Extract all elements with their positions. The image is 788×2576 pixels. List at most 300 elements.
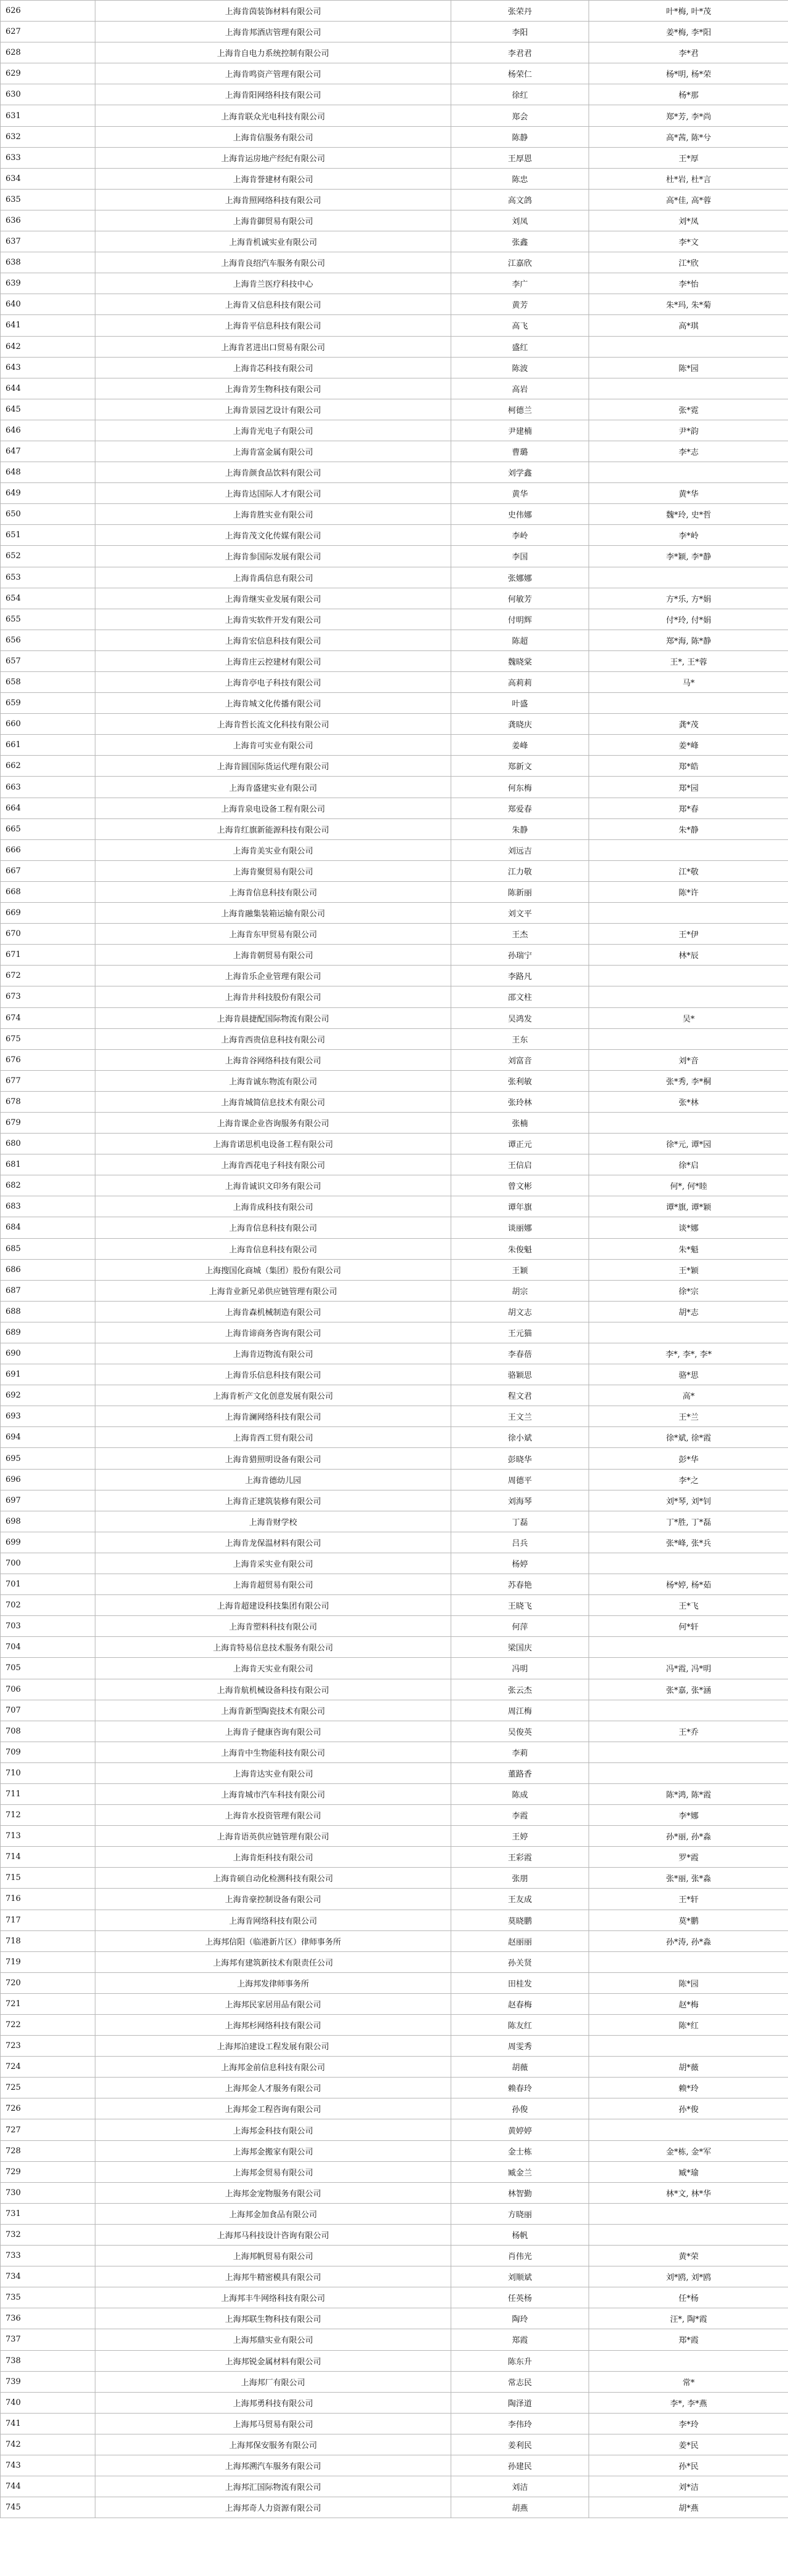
- company-name: 上海肯西工贸有限公司: [95, 1427, 451, 1448]
- row-number: 688: [1, 1301, 95, 1322]
- table-row: [1, 1553, 788, 1574]
- table-row: [1, 1910, 788, 1930]
- shareholders: 胡*薇: [589, 2057, 788, 2078]
- row-number: 728: [1, 2140, 95, 2161]
- legal-representative: 黄婷婷: [451, 2119, 589, 2140]
- row-number: 731: [1, 2203, 95, 2224]
- legal-representative: 孙建民: [451, 2455, 589, 2476]
- row-number: 674: [1, 1007, 95, 1028]
- legal-representative: 徐小斌: [451, 1427, 589, 1448]
- row-number: 733: [1, 2246, 95, 2266]
- company-name: 上海肯圆国际货运代理有限公司: [95, 756, 451, 777]
- company-name: 上海肯中生物能科技有限公司: [95, 1742, 451, 1762]
- table-row: [1, 924, 788, 945]
- row-number: 686: [1, 1259, 95, 1280]
- company-name: 上海肯聚贸易有限公司: [95, 860, 451, 881]
- table-row: [1, 2140, 788, 2161]
- shareholders: 李*岭: [589, 525, 788, 546]
- table-row: [1, 735, 788, 756]
- shareholders: 张*秀, 李*桐: [589, 1070, 788, 1091]
- company-name: 上海肯水投资管理有限公司: [95, 1805, 451, 1826]
- shareholders: 黄*荣: [589, 2246, 788, 2266]
- company-name: 上海肯又信息科技有限公司: [95, 294, 451, 315]
- row-number: 741: [1, 2413, 95, 2434]
- shareholders: 陈*园: [589, 1972, 788, 1993]
- table-row: [1, 1175, 788, 1196]
- row-number: 732: [1, 2224, 95, 2245]
- shareholders: 李*, 李*燕: [589, 2392, 788, 2413]
- company-name: 上海邦金前信息科技有限公司: [95, 2057, 451, 2078]
- row-number: 704: [1, 1637, 95, 1658]
- shareholders: 王*轩: [589, 1889, 788, 1910]
- legal-representative: 周江梅: [451, 1700, 589, 1721]
- row-number: 646: [1, 420, 95, 441]
- row-number: 693: [1, 1406, 95, 1427]
- table-row: [1, 504, 788, 525]
- legal-representative: 方晓丽: [451, 2203, 589, 2224]
- row-number: 666: [1, 839, 95, 860]
- table-row: [1, 441, 788, 462]
- table-row: [1, 273, 788, 294]
- legal-representative: 陈新丽: [451, 881, 589, 902]
- row-number: 690: [1, 1343, 95, 1364]
- shareholders: 徐*宗: [589, 1280, 788, 1301]
- shareholders: 王*颖: [589, 1259, 788, 1280]
- table-row: [1, 1721, 788, 1742]
- row-number: 630: [1, 84, 95, 105]
- row-number: 682: [1, 1175, 95, 1196]
- company-name: 上海邦金搬家有限公司: [95, 2140, 451, 2161]
- shareholders: [589, 2224, 788, 2245]
- table-row: [1, 2476, 788, 2497]
- row-number: 642: [1, 336, 95, 357]
- legal-representative: 李岭: [451, 525, 589, 546]
- table-row: [1, 714, 788, 735]
- legal-representative: 李阳: [451, 22, 589, 42]
- row-number: 683: [1, 1196, 95, 1217]
- legal-representative: 黄芳: [451, 294, 589, 315]
- company-name: 上海肯庄云控建材有限公司: [95, 650, 451, 671]
- row-number: 740: [1, 2392, 95, 2413]
- company-name: 上海肯兰医疗科技中心: [95, 273, 451, 294]
- legal-representative: 赵春梅: [451, 1993, 589, 2014]
- shareholders: 江*欣: [589, 252, 788, 273]
- legal-representative: 莫晓鹏: [451, 1910, 589, 1930]
- table-row: [1, 1154, 788, 1175]
- table-row: [1, 986, 788, 1007]
- shareholders: 何*轩: [589, 1616, 788, 1637]
- legal-representative: 苏春艳: [451, 1574, 589, 1595]
- shareholders: 王*兰: [589, 1406, 788, 1427]
- table-row: [1, 462, 788, 483]
- shareholders: 赖*玲: [589, 2078, 788, 2098]
- row-number: 699: [1, 1532, 95, 1553]
- table-row: [1, 588, 788, 609]
- shareholders: [589, 1637, 788, 1658]
- row-number: 726: [1, 2098, 95, 2119]
- company-name: 上海邦信阳（临港新片区）律师事务所: [95, 1930, 451, 1951]
- shareholders: 尹*韵: [589, 420, 788, 441]
- shareholders: 李*娜: [589, 1805, 788, 1826]
- shareholders: [589, 1322, 788, 1343]
- table-row: [1, 294, 788, 315]
- shareholders: 徐*启: [589, 1154, 788, 1175]
- row-number: 729: [1, 2161, 95, 2182]
- shareholders: [589, 966, 788, 986]
- row-number: 689: [1, 1322, 95, 1343]
- company-name: 上海肯亭电子科技有限公司: [95, 672, 451, 693]
- shareholders: 朱*静: [589, 818, 788, 839]
- table-row: [1, 168, 788, 189]
- row-number: 692: [1, 1385, 95, 1406]
- legal-representative: 江嘉欣: [451, 252, 589, 273]
- table-row: [1, 839, 788, 860]
- legal-representative: 梁国庆: [451, 1637, 589, 1658]
- legal-representative: 孙关贤: [451, 1951, 589, 1972]
- table-row: [1, 546, 788, 567]
- shareholders: 徐*斌, 徐*霞: [589, 1427, 788, 1448]
- shareholders: 朱*魁: [589, 1238, 788, 1259]
- legal-representative: 王友成: [451, 1889, 589, 1910]
- shareholders: [589, 378, 788, 399]
- company-name: 上海邦马贸易有限公司: [95, 2413, 451, 2434]
- legal-representative: 黄华: [451, 483, 589, 504]
- legal-representative: 张朋: [451, 1868, 589, 1889]
- legal-representative: 江力敬: [451, 860, 589, 881]
- shareholders: 付*玲, 付*娟: [589, 609, 788, 630]
- legal-representative: 任英杨: [451, 2287, 589, 2308]
- shareholders: 孙*丽, 孙*淼: [589, 1826, 788, 1847]
- company-name: 上海肯德幼儿园: [95, 1469, 451, 1490]
- table-row: [1, 2413, 788, 2434]
- shareholders: 高*琪: [589, 315, 788, 336]
- company-name: 上海肯茵装饰材料有限公司: [95, 1, 451, 22]
- table-row: [1, 2350, 788, 2371]
- company-name: 上海肯语英供应链管理有限公司: [95, 1826, 451, 1847]
- company-name: 上海肯城简信息技术有限公司: [95, 1091, 451, 1112]
- row-number: 719: [1, 1951, 95, 1972]
- legal-representative: 金士栋: [451, 2140, 589, 2161]
- row-number: 638: [1, 252, 95, 273]
- legal-representative: 刘远吉: [451, 839, 589, 860]
- row-number: 715: [1, 1868, 95, 1889]
- shareholders: 金*栋, 金*军: [589, 2140, 788, 2161]
- row-number: 725: [1, 2078, 95, 2098]
- legal-representative: 谭正元: [451, 1134, 589, 1154]
- legal-representative: 姜峰: [451, 735, 589, 756]
- row-number: 711: [1, 1783, 95, 1804]
- legal-representative: 高文鸽: [451, 189, 589, 210]
- table-row: [1, 2287, 788, 2308]
- table-row: [1, 672, 788, 693]
- row-number: 681: [1, 1154, 95, 1175]
- table-row: [1, 2078, 788, 2098]
- shareholders: 郑*皓: [589, 756, 788, 777]
- legal-representative: 陈超: [451, 630, 589, 650]
- row-number: 648: [1, 462, 95, 483]
- shareholders: 刘*凤: [589, 210, 788, 231]
- shareholders: 杜*岩, 杜*言: [589, 168, 788, 189]
- row-number: 627: [1, 22, 95, 42]
- legal-representative: 何敏芳: [451, 588, 589, 609]
- shareholders: 冯*霞, 冯*明: [589, 1658, 788, 1679]
- shareholders: [589, 1700, 788, 1721]
- company-name: 上海邦金贸易有限公司: [95, 2161, 451, 2182]
- company-name: 上海肯信息科技有限公司: [95, 1217, 451, 1238]
- shareholders: 孙*民: [589, 2455, 788, 2476]
- shareholders: 江*敬: [589, 860, 788, 881]
- company-name: 上海肯运房地产经纪有限公司: [95, 147, 451, 168]
- legal-representative: 郑新文: [451, 756, 589, 777]
- table-row: [1, 1742, 788, 1762]
- row-number: 656: [1, 630, 95, 650]
- shareholders: 郑*芳, 李*尚: [589, 105, 788, 126]
- legal-representative: 胡宗: [451, 1280, 589, 1301]
- shareholders: 高*: [589, 1385, 788, 1406]
- row-number: 653: [1, 567, 95, 588]
- legal-representative: 常志民: [451, 2371, 589, 2392]
- table-row: [1, 1783, 788, 1804]
- table-row: [1, 1616, 788, 1637]
- company-name: 上海肯芯科技有限公司: [95, 357, 451, 378]
- legal-representative: 刘凤: [451, 210, 589, 231]
- legal-representative: 胡薇: [451, 2057, 589, 2078]
- row-number: 706: [1, 1679, 95, 1700]
- table-row: [1, 84, 788, 105]
- row-number: 639: [1, 273, 95, 294]
- shareholders: 刘*洁: [589, 2476, 788, 2497]
- shareholders: [589, 986, 788, 1007]
- company-name: 上海肯天实业有限公司: [95, 1658, 451, 1679]
- shareholders: 李*文: [589, 231, 788, 252]
- table-row: [1, 22, 788, 42]
- row-number: 723: [1, 2036, 95, 2057]
- shareholders: 罗*霞: [589, 1847, 788, 1868]
- table-row: [1, 650, 788, 671]
- legal-representative: 刘文平: [451, 903, 589, 924]
- table-row: [1, 1490, 788, 1511]
- company-name: 上海肯豪控制设备有限公司: [95, 1889, 451, 1910]
- row-number: 637: [1, 231, 95, 252]
- row-number: 702: [1, 1595, 95, 1616]
- row-number: 678: [1, 1091, 95, 1112]
- company-name: 上海肯课企业咨询服务有限公司: [95, 1112, 451, 1133]
- row-number: 701: [1, 1574, 95, 1595]
- legal-representative: 胡燕: [451, 2497, 589, 2518]
- row-number: 700: [1, 1553, 95, 1574]
- company-name: 上海肯龙保温材料有限公司: [95, 1532, 451, 1553]
- company-name: 上海邦发律师事务所: [95, 1972, 451, 1993]
- row-number: 654: [1, 588, 95, 609]
- table-row: [1, 210, 788, 231]
- shareholders: 杨*那: [589, 84, 788, 105]
- company-name: 上海肯硕自动化检测科技有限公司: [95, 1868, 451, 1889]
- company-name: 上海邦勇科技有限公司: [95, 2392, 451, 2413]
- shareholders: 吴*: [589, 1007, 788, 1028]
- company-name: 上海邦金宠物服务有限公司: [95, 2182, 451, 2203]
- row-number: 631: [1, 105, 95, 126]
- shareholders: 王*, 王*蓉: [589, 650, 788, 671]
- shareholders: [589, 1028, 788, 1049]
- table-row: [1, 2119, 788, 2140]
- legal-representative: 刘富音: [451, 1049, 589, 1070]
- company-name: 上海肯城市汽车科技有限公司: [95, 1783, 451, 1804]
- table-row: [1, 1259, 788, 1280]
- legal-representative: 王文兰: [451, 1406, 589, 1427]
- company-name: 上海肯富金属有限公司: [95, 441, 451, 462]
- company-name: 上海邦泊建设工程发展有限公司: [95, 2036, 451, 2057]
- company-name: 上海邦有建筑新技术有限责任公司: [95, 1951, 451, 1972]
- shareholders: 陈*红: [589, 2015, 788, 2036]
- legal-representative: 杨帆: [451, 2224, 589, 2245]
- company-name: 上海邦溯汽车服务有限公司: [95, 2455, 451, 2476]
- table-row: [1, 798, 788, 818]
- company-name: 上海邦丰牛网络科技有限公司: [95, 2287, 451, 2308]
- company-name: 上海肯乐信息科技有限公司: [95, 1364, 451, 1385]
- company-name: 上海肯航机械设备科技有限公司: [95, 1679, 451, 1700]
- row-number: 657: [1, 650, 95, 671]
- table-row: [1, 777, 788, 798]
- shareholders: 张*霓: [589, 399, 788, 420]
- shareholders: 谭*旗, 谭*颖: [589, 1196, 788, 1217]
- legal-representative: 刘海琴: [451, 1490, 589, 1511]
- table-row: [1, 147, 788, 168]
- legal-representative: 王彩霞: [451, 1847, 589, 1868]
- row-number: 705: [1, 1658, 95, 1679]
- shareholders: 陈*许: [589, 881, 788, 902]
- row-number: 708: [1, 1721, 95, 1742]
- table-row: [1, 1700, 788, 1721]
- company-name: 上海邦金人才服务有限公司: [95, 2078, 451, 2098]
- row-number: 710: [1, 1762, 95, 1783]
- row-number: 717: [1, 1910, 95, 1930]
- table-row: [1, 903, 788, 924]
- table-row: [1, 1007, 788, 1028]
- company-name: 上海肯森机械制造有限公司: [95, 1301, 451, 1322]
- shareholders: 李*颖, 李*静: [589, 546, 788, 567]
- company-name: 上海肯融集装箱运输有限公司: [95, 903, 451, 924]
- legal-representative: 朱静: [451, 818, 589, 839]
- legal-representative: 李霞: [451, 1805, 589, 1826]
- row-number: 664: [1, 798, 95, 818]
- shareholders: [589, 1742, 788, 1762]
- company-name: 上海肯成科技有限公司: [95, 1196, 451, 1217]
- company-name: 上海邦金工程咨询有限公司: [95, 2098, 451, 2119]
- company-name: 上海肯信息科技有限公司: [95, 1238, 451, 1259]
- legal-representative: 田桂发: [451, 1972, 589, 1993]
- table-row: [1, 1637, 788, 1658]
- row-number: 673: [1, 986, 95, 1007]
- legal-representative: 陈忠: [451, 168, 589, 189]
- legal-representative: 程文君: [451, 1385, 589, 1406]
- table-row: [1, 1448, 788, 1469]
- table-row: [1, 1889, 788, 1910]
- table-row: [1, 1217, 788, 1238]
- company-name: 上海邦锐金属材料有限公司: [95, 2350, 451, 2371]
- legal-representative: 李广: [451, 273, 589, 294]
- legal-representative: 陶泽道: [451, 2392, 589, 2413]
- row-number: 727: [1, 2119, 95, 2140]
- row-number: 652: [1, 546, 95, 567]
- legal-representative: 朱俊魁: [451, 1238, 589, 1259]
- table-row: [1, 1658, 788, 1679]
- table-row: [1, 2434, 788, 2455]
- company-name: 上海邦厂有限公司: [95, 2371, 451, 2392]
- table-row: [1, 1112, 788, 1133]
- company-name: 上海肯自电力系统控制有限公司: [95, 42, 451, 63]
- shareholders: 林*辰: [589, 945, 788, 966]
- company-name: 上海肯超贸易有限公司: [95, 1574, 451, 1595]
- legal-representative: 高飞: [451, 315, 589, 336]
- row-number: 743: [1, 2455, 95, 2476]
- table-row: [1, 2392, 788, 2413]
- table-row: [1, 63, 788, 84]
- legal-representative: 冯明: [451, 1658, 589, 1679]
- table-row: [1, 1196, 788, 1217]
- shareholders: 龚*茂: [589, 714, 788, 735]
- legal-representative: 叶盛: [451, 693, 589, 714]
- shareholders: [589, 2350, 788, 2371]
- shareholders: 谈*娜: [589, 1217, 788, 1238]
- shareholders: [589, 1951, 788, 1972]
- legal-representative: 李莉: [451, 1742, 589, 1762]
- table-row: [1, 609, 788, 630]
- shareholders: 郑*霞: [589, 2329, 788, 2350]
- table-row: [1, 1868, 788, 1889]
- table-row: [1, 315, 788, 336]
- row-number: 655: [1, 609, 95, 630]
- company-name: 上海肯析产文化创意发展有限公司: [95, 1385, 451, 1406]
- legal-representative: 何东梅: [451, 777, 589, 798]
- shareholders: 郑*春: [589, 798, 788, 818]
- row-number: 679: [1, 1112, 95, 1133]
- row-number: 661: [1, 735, 95, 756]
- table-row: [1, 945, 788, 966]
- shareholders: [589, 462, 788, 483]
- row-number: 695: [1, 1448, 95, 1469]
- row-number: 650: [1, 504, 95, 525]
- row-number: 635: [1, 189, 95, 210]
- legal-representative: 尹建楠: [451, 420, 589, 441]
- table-row: [1, 1993, 788, 2014]
- company-name: 上海肯晨捷配国际物流有限公司: [95, 1007, 451, 1028]
- row-number: 712: [1, 1805, 95, 1826]
- table-row: [1, 2036, 788, 2057]
- shareholders: 任*杨: [589, 2287, 788, 2308]
- table-row: [1, 1427, 788, 1448]
- row-number: 649: [1, 483, 95, 504]
- legal-representative: 魏晓棠: [451, 650, 589, 671]
- table-row: [1, 42, 788, 63]
- company-name: 上海肯网络科技有限公司: [95, 1910, 451, 1930]
- legal-representative: 张鑫: [451, 231, 589, 252]
- company-name: 上海肯颜食品饮料有限公司: [95, 462, 451, 483]
- shareholders: 刘*音: [589, 1049, 788, 1070]
- company-name: 上海肯新型陶瓷技术有限公司: [95, 1700, 451, 1721]
- table-row: [1, 2497, 788, 2518]
- legal-representative: 吴鸿发: [451, 1007, 589, 1028]
- shareholders: 孙*涛, 孙*淼: [589, 1930, 788, 1951]
- table-row: [1, 483, 788, 504]
- company-name: 上海肯西贵信息科技有限公司: [95, 1028, 451, 1049]
- company-name: 上海肯茗进出口贸易有限公司: [95, 336, 451, 357]
- legal-representative: 周德平: [451, 1469, 589, 1490]
- legal-representative: 高莉莉: [451, 672, 589, 693]
- company-name: 上海肯邦酒店管理有限公司: [95, 22, 451, 42]
- table-row: [1, 1301, 788, 1322]
- row-number: 697: [1, 1490, 95, 1511]
- company-name: 上海肯芳生物科技有限公司: [95, 378, 451, 399]
